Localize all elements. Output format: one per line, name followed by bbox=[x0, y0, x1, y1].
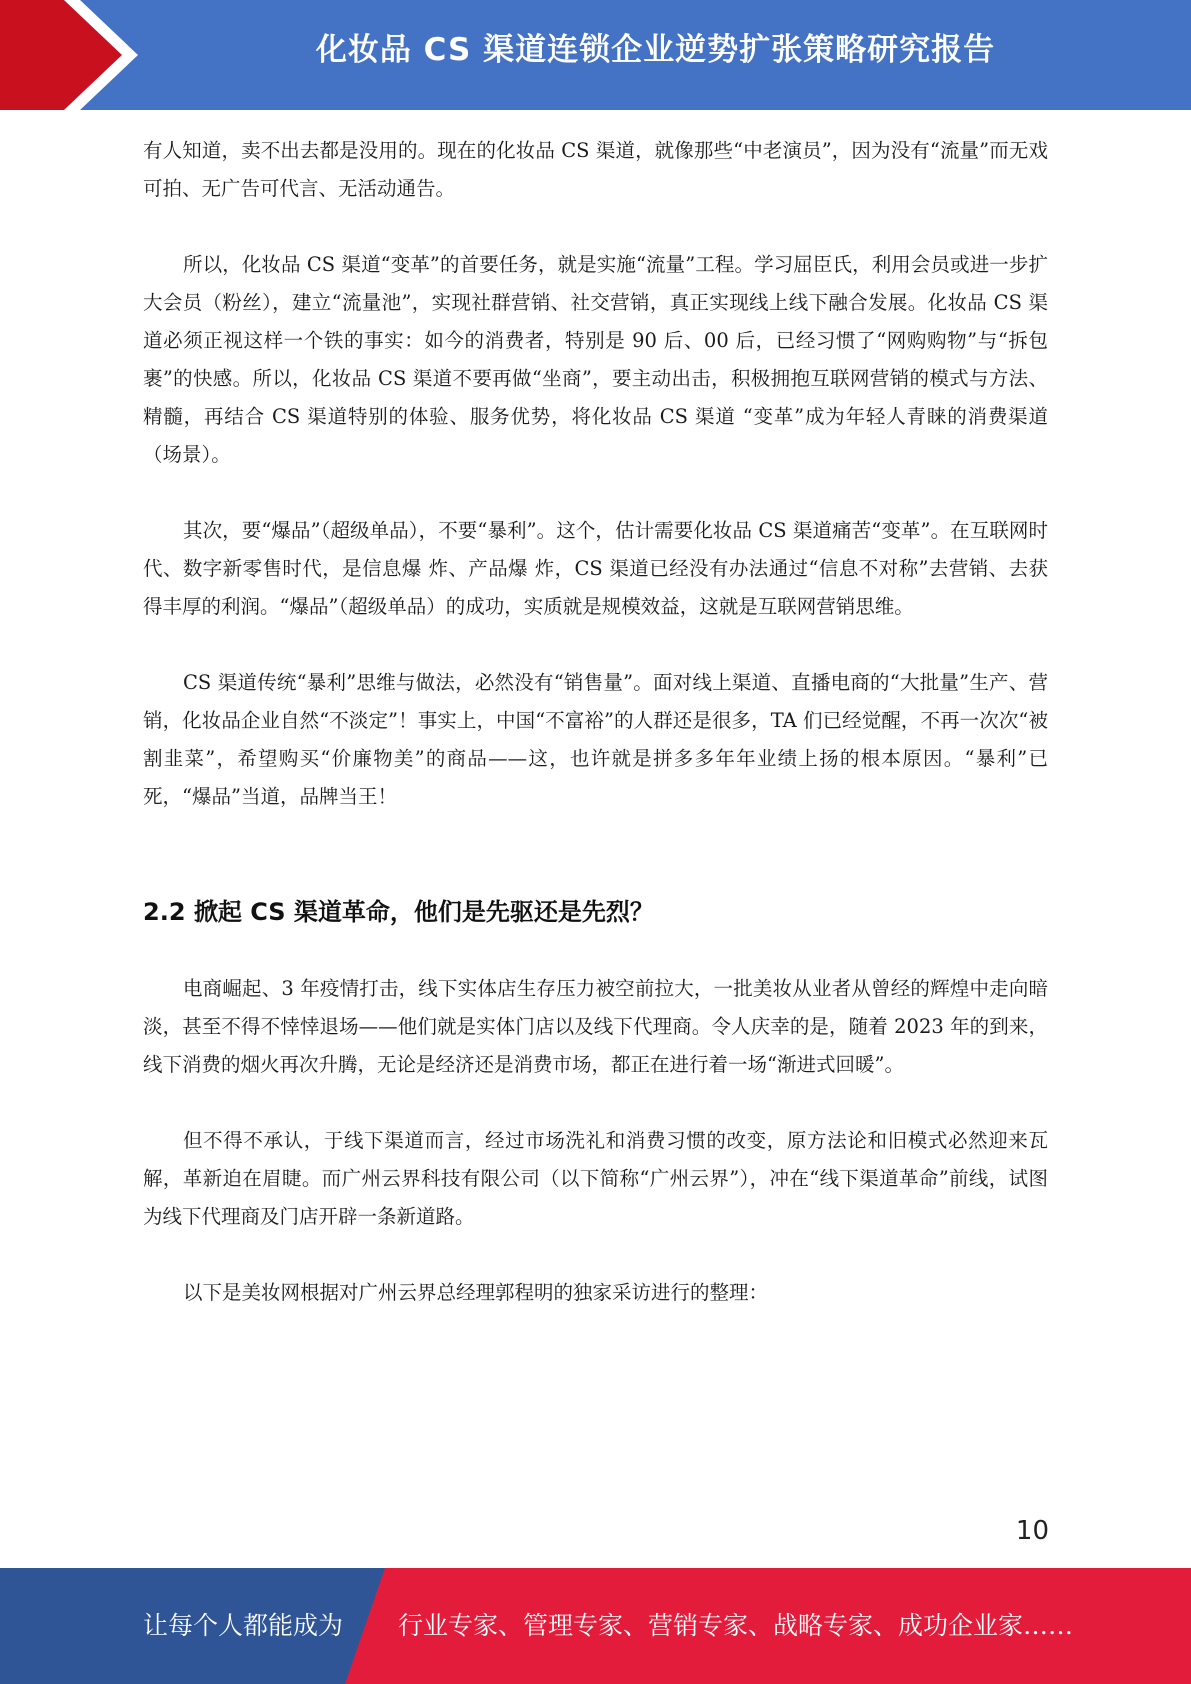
paragraph: 有人知道，卖不出去都是没用的。现在的化妆品 CS 渠道，就像那些“中老演员”，因为没有“流量”而无戏可拍、无广告可代言、无活动通告。 bbox=[143, 139, 1048, 200]
paragraph: CS 渠道传统“暴利”思维与做法，必然没有“销售量”。面对线上渠道、直播电商的“大批量”生产、营销，化妆品企业自然“不淡定”！事实上，中国“不富裕”的人群还是很多，TA 们已经觉醒，不再一次次“被割韭菜”，希望购买“价廉物美”的商品——这，也许就是拼多多年年业绩上扬的根本原因。“暴利”已死，“爆品”当道，品牌当王！ bbox=[143, 671, 1048, 808]
paragraph: 所以，化妆品 CS 渠道“变革”的首要任务，就是实施“流量”工程。学习屈臣氏，利用会员或进一步扩大会员（粉丝），建立“流量池”，实现社群营销、社交营销，真正实现线上线下融合发展。化妆品 CS 渠道必须正视这样一个铁的事实：如今的消费者，特别是 90 后、00 后，已经习惯了“网购购物”与“拆包裹”的快感。所以，化妆品 CS 渠道不要再做“坐商”，要主动出击，积极拥抱互联网营销的模式与方法、精髓，再结合 CS 渠道特别的体验、服务优势，将化妆品 CS 渠道 “变革”成为年轻人青睐的消费渠道（场景）。 bbox=[143, 253, 1048, 466]
report-title: 化妆品 CS 渠道连锁企业逆势扩张策略研究报告 bbox=[315, 32, 996, 68]
page-footer bbox=[0, 1568, 1191, 1684]
page-number: 10 bbox=[1015, 1516, 1049, 1546]
footer-slogan-right: 行业专家、管理专家、营销专家、战略专家、成功企业家…… bbox=[398, 1611, 1074, 1640]
report-body bbox=[143, 132, 1048, 1312]
paragraph: 但不得不承认，于线下渠道而言，经过市场洗礼和消费习惯的改变，原方法论和旧模式必然迎来瓦解，革新迫在眉睫。而广州云界科技有限公司（以下简称“广州云界”），冲在“线下渠道革命”前线，试图为线下代理商及门店开辟一条新道路。 bbox=[143, 1129, 1048, 1228]
header-arrow-decoration bbox=[0, 0, 150, 110]
footer-slogan-left: 让每个人都能成为 bbox=[143, 1611, 344, 1640]
section-heading: 2.2 掀起 CS 渠道革命，他们是先驱还是先烈？ bbox=[143, 898, 654, 926]
paragraph: 电商崛起、3 年疫情打击，线下实体店生存压力被空前拉大，一批美妆从业者从曾经的辉煌中走向暗淡，甚至不得不悻悻退场——他们就是实体门店以及线下代理商。令人庆幸的是，随着 2023 年的到来，线下消费的烟火再次升腾，无论是经济还是消费市场，都正在进行着一场“渐进式回暖”。 bbox=[143, 977, 1048, 1076]
paragraph: 其次，要“爆品”（超级单品），不要“暴利”。这个，估计需要化妆品 CS 渠道痛苦“变革”。在互联网时代、数字新零售时代，是信息爆 炸、产品爆 炸，CS 渠道已经没有办法通过“信息不对称”去营销、去获得丰厚的利润。“爆品”（超级单品）的成功，实质就是规模效益，这就是互联网营销思维。 bbox=[143, 519, 1048, 618]
paragraph: 以下是美妆网根据对广州云界总经理郭程明的独家采访进行的整理： bbox=[183, 1281, 769, 1304]
page-header bbox=[0, 0, 1191, 110]
